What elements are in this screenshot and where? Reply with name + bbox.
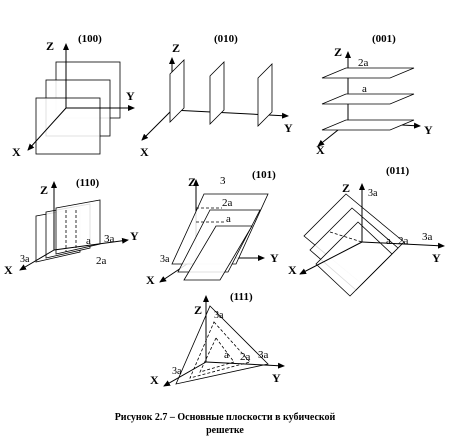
x-axis-label: X	[4, 263, 13, 277]
z-axis-label: Z	[342, 181, 351, 195]
plane-3	[56, 200, 100, 254]
label-3a: 3a	[160, 254, 170, 265]
z-axis-label: Z	[172, 41, 181, 55]
x-axis	[142, 110, 172, 140]
label-3a-y: 3a	[422, 231, 433, 243]
label-3a-z: 3a	[368, 188, 378, 199]
y-axis-label: Y	[272, 371, 281, 385]
panel-110	[4, 177, 139, 277]
panel-title: (010)	[214, 33, 238, 45]
panel-title: (110)	[76, 177, 100, 189]
label-a: a	[224, 349, 229, 361]
panel-010	[140, 33, 293, 159]
label-2a: 2a	[240, 351, 251, 363]
z-axis-label: Z	[334, 45, 343, 59]
y-axis-label: Y	[432, 251, 441, 265]
y-axis-label: Y	[284, 121, 293, 135]
y-axis-label: Y	[130, 229, 139, 243]
panel-001	[316, 33, 433, 157]
plane-2	[210, 62, 224, 124]
x-axis-label: X	[140, 145, 149, 159]
label-2a: 2a	[358, 57, 369, 69]
label-a: a	[386, 235, 391, 247]
panel-title: (111)	[230, 291, 253, 303]
panel-101	[146, 169, 279, 287]
label-a: a	[226, 213, 231, 225]
label-3a-y: 3a	[258, 349, 269, 361]
y-axis-label: Y	[424, 123, 433, 137]
x-axis-label: X	[150, 373, 159, 387]
caption-line-1: Рисунок 2.7 – Основные плоскости в кубической	[114, 412, 336, 423]
label-a: a	[362, 83, 367, 95]
panel-111	[150, 291, 284, 387]
plane-top	[322, 68, 414, 78]
label-a: a	[86, 235, 91, 247]
panel-011	[288, 165, 444, 296]
label-3: 3	[220, 175, 226, 187]
z-axis-label: Z	[188, 175, 197, 189]
panel-title: (100)	[78, 33, 102, 45]
plane-3	[258, 64, 272, 126]
panel-title: (101)	[252, 169, 276, 181]
x-axis-label: X	[288, 263, 297, 277]
x-axis-label: X	[12, 145, 21, 159]
y-axis-label: Y	[270, 251, 279, 265]
plane-1	[36, 98, 100, 154]
panel-title: (001)	[372, 33, 396, 45]
label-3a-x: 3a	[20, 254, 30, 265]
label-2a: 2a	[222, 197, 233, 209]
figure-caption	[0, 411, 450, 437]
y-axis-label: Y	[126, 89, 135, 103]
plane-bottom	[322, 120, 414, 130]
z-axis-label: Z	[40, 183, 49, 197]
x-axis-label: X	[146, 273, 155, 287]
z-axis-label: Z	[46, 39, 55, 53]
caption-line-2: решетке	[206, 425, 244, 436]
x-axis-label: X	[316, 143, 325, 157]
label-3a-x: 3a	[172, 366, 182, 377]
label-2a: 2a	[96, 255, 107, 267]
panel-100	[12, 33, 135, 159]
label-3a-z: 3a	[214, 310, 224, 321]
label-3a-y: 3a	[104, 233, 115, 245]
plane-middle	[322, 94, 414, 104]
panel-title: (011)	[386, 165, 410, 177]
z-axis-label: Z	[194, 303, 203, 317]
label-2a: 2a	[398, 235, 409, 247]
